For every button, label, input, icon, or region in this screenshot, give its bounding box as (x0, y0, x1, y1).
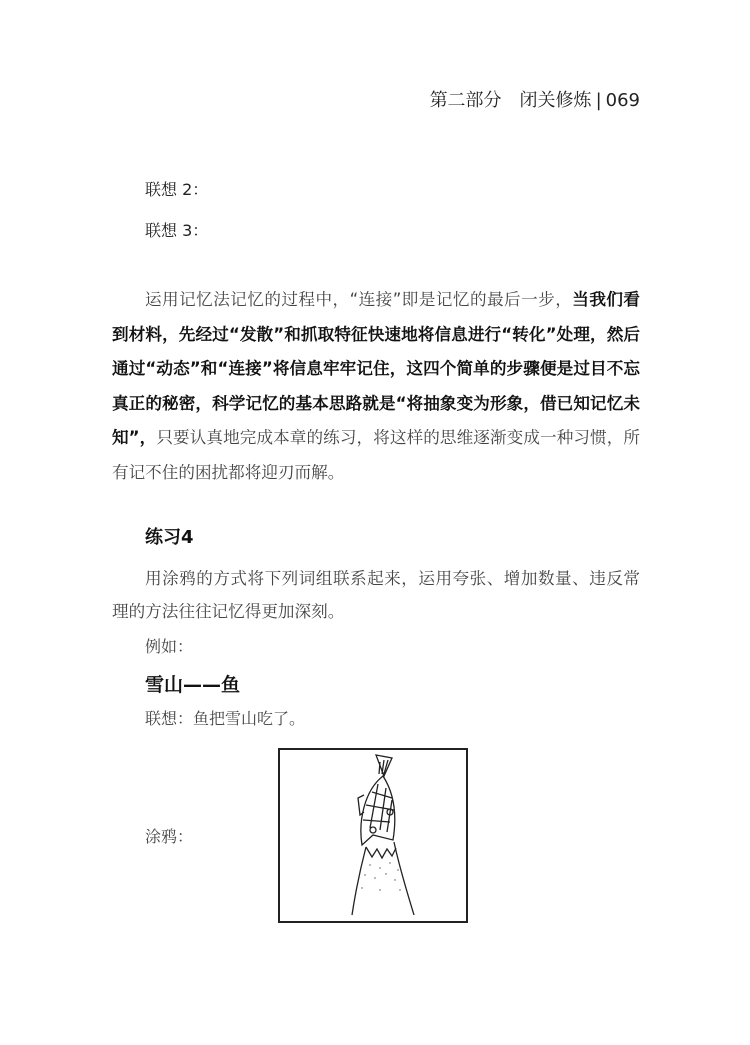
association-2-label: 联想 2： (145, 180, 209, 199)
running-header (430, 86, 640, 112)
association-3-label: 联想 3： (145, 221, 209, 240)
exercise-instruction: 用涂鸦的方式将下列词组联系起来，运用夸张、增加数量、违反常理的方法往往记忆得更加深刻。 (112, 569, 640, 621)
fish-mountain-doodle (280, 750, 466, 921)
header-separator: | (595, 90, 602, 111)
section-title: 第二部分 闭关修炼 (429, 90, 592, 111)
example-label: 例如： (145, 637, 194, 656)
paragraph-text-end: 只要认真地完成本章的练习，将这样的思维逐渐变成一种习惯，所有记不住的困扰都将迎刃而解。 (112, 428, 641, 482)
word-pair: 雪山——鱼 (145, 674, 241, 696)
paragraph-bold-text: 当我们看到材料，先经过“发散”和抓取特征快速地将信息进行“转化”处理，然后通过“动态”和“连接”将信息牢牢记住，这四个简单的步骤便是过目不忘真正的秘密，科学记忆的基本思路就是“将抽象变为形象，借已知记忆未知”， (112, 290, 641, 447)
page-number: 069 (605, 90, 640, 111)
summary-paragraph (112, 283, 640, 490)
doodle-label: 涂鸦： (145, 827, 194, 846)
exercise-title: 练习4 (145, 527, 194, 548)
association-text: 联想：鱼把雪山吃了。 (145, 709, 306, 728)
doodle-image-frame (278, 748, 468, 923)
paragraph-text: 运用记忆法记忆的过程中，“连接”即是记忆的最后一步， (145, 290, 573, 309)
